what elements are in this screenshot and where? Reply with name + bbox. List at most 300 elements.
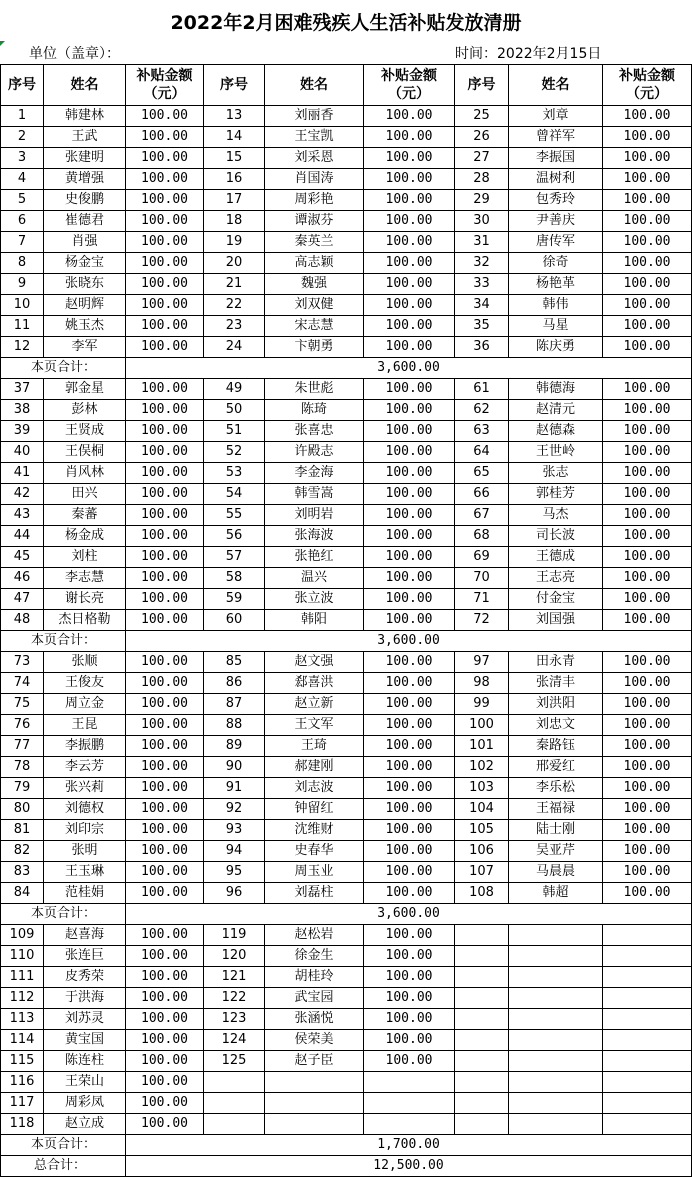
seq-cell: 11 <box>1 316 44 337</box>
amount-cell: 100.00 <box>603 484 692 505</box>
amount-cell <box>603 967 692 988</box>
amount-cell: 100.00 <box>603 232 692 253</box>
seq-cell: 65 <box>455 463 509 484</box>
seq-cell: 13 <box>204 106 265 127</box>
seq-cell: 64 <box>455 442 509 463</box>
amount-cell: 100.00 <box>126 169 204 190</box>
table-row <box>1 295 692 316</box>
amount-cell: 100.00 <box>126 253 204 274</box>
seq-cell: 124 <box>204 1030 265 1051</box>
seq-cell: 63 <box>455 421 509 442</box>
name-cell: 王宝凯 <box>265 127 364 148</box>
name-cell: 杰日格勒 <box>44 610 126 631</box>
seq-cell: 61 <box>455 379 509 400</box>
name-cell <box>265 1114 364 1135</box>
amount-cell: 100.00 <box>364 400 455 421</box>
seq-cell: 9 <box>1 274 44 295</box>
name-cell: 杨金成 <box>44 526 126 547</box>
seq-cell: 1 <box>1 106 44 127</box>
seq-cell: 28 <box>455 169 509 190</box>
amount-cell: 100.00 <box>364 1051 455 1072</box>
table-row <box>1 1072 692 1093</box>
amount-cell: 100.00 <box>603 274 692 295</box>
amount-cell: 100.00 <box>126 736 204 757</box>
seq-cell: 51 <box>204 421 265 442</box>
name-cell: 刘苏灵 <box>44 1009 126 1030</box>
name-cell: 刘志波 <box>265 778 364 799</box>
name-cell: 于洪海 <box>44 988 126 1009</box>
header-name: 姓名 <box>509 65 603 106</box>
header-amount <box>364 65 455 106</box>
seq-cell: 47 <box>1 589 44 610</box>
amount-cell: 100.00 <box>126 148 204 169</box>
amount-cell: 100.00 <box>364 379 455 400</box>
name-cell: 刘国强 <box>509 610 603 631</box>
seq-cell: 48 <box>1 610 44 631</box>
amount-cell: 100.00 <box>126 274 204 295</box>
subtotal-row <box>1 1135 692 1156</box>
amount-cell: 100.00 <box>364 274 455 295</box>
name-cell: 周玉业 <box>265 862 364 883</box>
seq-cell: 100 <box>455 715 509 736</box>
name-cell <box>509 1072 603 1093</box>
name-cell: 温兴 <box>265 568 364 589</box>
amount-cell: 100.00 <box>603 673 692 694</box>
amount-cell: 100.00 <box>603 568 692 589</box>
amount-cell: 100.00 <box>603 127 692 148</box>
seq-cell: 91 <box>204 778 265 799</box>
name-cell: 郄喜洪 <box>265 673 364 694</box>
seq-cell: 115 <box>1 1051 44 1072</box>
name-cell: 陈连柱 <box>44 1051 126 1072</box>
seq-cell: 54 <box>204 484 265 505</box>
seq-cell: 80 <box>1 799 44 820</box>
name-cell <box>509 1051 603 1072</box>
seq-cell: 66 <box>455 484 509 505</box>
seq-cell: 73 <box>1 652 44 673</box>
table-row <box>1 694 692 715</box>
header-amount-line2: （元） <box>626 86 668 102</box>
seq-cell: 8 <box>1 253 44 274</box>
seq-cell: 39 <box>1 421 44 442</box>
seq-cell: 3 <box>1 148 44 169</box>
seq-cell: 87 <box>204 694 265 715</box>
amount-cell: 100.00 <box>603 316 692 337</box>
name-cell: 李振鹏 <box>44 736 126 757</box>
seq-cell <box>455 988 509 1009</box>
seq-cell: 74 <box>1 673 44 694</box>
seq-cell: 62 <box>455 400 509 421</box>
name-cell: 马杰 <box>509 505 603 526</box>
seq-cell <box>455 925 509 946</box>
amount-cell: 100.00 <box>126 421 204 442</box>
name-cell: 郝建刚 <box>265 757 364 778</box>
seq-cell: 7 <box>1 232 44 253</box>
seq-cell: 70 <box>455 568 509 589</box>
seq-cell: 15 <box>204 148 265 169</box>
amount-cell <box>603 1114 692 1135</box>
seq-cell: 94 <box>204 841 265 862</box>
seq-cell: 4 <box>1 169 44 190</box>
seq-cell: 23 <box>204 316 265 337</box>
seq-cell: 112 <box>1 988 44 1009</box>
amount-cell: 100.00 <box>364 1030 455 1051</box>
name-cell: 刘明岩 <box>265 505 364 526</box>
amount-cell: 100.00 <box>364 736 455 757</box>
name-cell: 彭林 <box>44 400 126 421</box>
amount-cell: 100.00 <box>603 610 692 631</box>
name-cell: 魏强 <box>265 274 364 295</box>
seq-cell: 107 <box>455 862 509 883</box>
name-cell <box>265 1093 364 1114</box>
seq-cell: 93 <box>204 820 265 841</box>
amount-cell: 100.00 <box>126 589 204 610</box>
table-row <box>1 652 692 673</box>
table-row <box>1 1030 692 1051</box>
name-cell: 张清丰 <box>509 673 603 694</box>
seq-cell: 76 <box>1 715 44 736</box>
table-row <box>1 211 692 232</box>
name-cell: 王志亮 <box>509 568 603 589</box>
amount-cell: 100.00 <box>126 190 204 211</box>
table-row <box>1 925 692 946</box>
seq-cell: 89 <box>204 736 265 757</box>
table-row <box>1 715 692 736</box>
amount-cell: 100.00 <box>603 799 692 820</box>
name-cell: 赵德森 <box>509 421 603 442</box>
amount-cell: 100.00 <box>603 169 692 190</box>
seq-cell: 120 <box>204 946 265 967</box>
subtotal-row <box>1 904 692 925</box>
amount-cell: 100.00 <box>364 1009 455 1030</box>
name-cell: 郭桂芳 <box>509 484 603 505</box>
name-cell <box>509 1009 603 1030</box>
amount-cell: 100.00 <box>364 778 455 799</box>
name-cell: 唐传军 <box>509 232 603 253</box>
name-cell: 张艳红 <box>265 547 364 568</box>
header-seq: 序号 <box>455 65 509 106</box>
name-cell: 高志颖 <box>265 253 364 274</box>
table-row <box>1 526 692 547</box>
amount-cell: 100.00 <box>126 673 204 694</box>
name-cell: 刘印宗 <box>44 820 126 841</box>
name-cell: 赵明辉 <box>44 295 126 316</box>
header-amount <box>603 65 692 106</box>
name-cell: 许殿志 <box>265 442 364 463</box>
header-amount <box>126 65 204 106</box>
name-cell <box>509 967 603 988</box>
name-cell: 王琦 <box>265 736 364 757</box>
table-row <box>1 484 692 505</box>
name-cell: 张明 <box>44 841 126 862</box>
amount-cell: 100.00 <box>126 505 204 526</box>
seq-cell: 106 <box>455 841 509 862</box>
amount-cell: 100.00 <box>126 127 204 148</box>
amount-cell: 100.00 <box>364 862 455 883</box>
seq-cell: 37 <box>1 379 44 400</box>
header-name: 姓名 <box>44 65 126 106</box>
table-row <box>1 673 692 694</box>
name-cell: 张喜忠 <box>265 421 364 442</box>
name-cell: 刘德权 <box>44 799 126 820</box>
seq-cell: 40 <box>1 442 44 463</box>
amount-cell: 100.00 <box>126 295 204 316</box>
name-cell: 秦英兰 <box>265 232 364 253</box>
name-cell: 赵立新 <box>265 694 364 715</box>
amount-cell: 100.00 <box>364 505 455 526</box>
subsidy-table <box>0 64 692 1177</box>
amount-cell: 100.00 <box>126 316 204 337</box>
amount-cell: 100.00 <box>364 610 455 631</box>
seq-cell: 86 <box>204 673 265 694</box>
name-cell: 王世岭 <box>509 442 603 463</box>
seq-cell: 14 <box>204 127 265 148</box>
seq-cell: 44 <box>1 526 44 547</box>
subtotal-value: 3,600.00 <box>126 631 692 652</box>
table-row <box>1 379 692 400</box>
seq-cell: 113 <box>1 1009 44 1030</box>
name-cell: 王贤成 <box>44 421 126 442</box>
subtotal-value: 1,700.00 <box>126 1135 692 1156</box>
name-cell: 王昆 <box>44 715 126 736</box>
table-row <box>1 1051 692 1072</box>
amount-cell: 100.00 <box>126 1093 204 1114</box>
amount-cell: 100.00 <box>603 463 692 484</box>
amount-cell: 100.00 <box>603 715 692 736</box>
amount-cell: 100.00 <box>364 316 455 337</box>
seq-cell: 34 <box>455 295 509 316</box>
amount-cell: 100.00 <box>603 778 692 799</box>
table-row <box>1 778 692 799</box>
amount-cell: 100.00 <box>126 694 204 715</box>
seq-cell: 84 <box>1 883 44 904</box>
table-row <box>1 988 692 1009</box>
seq-cell: 12 <box>1 337 44 358</box>
amount-cell <box>603 1093 692 1114</box>
amount-cell <box>603 1030 692 1051</box>
name-cell: 付金宝 <box>509 589 603 610</box>
header-seq: 序号 <box>1 65 44 106</box>
seq-cell: 95 <box>204 862 265 883</box>
seq-cell: 10 <box>1 295 44 316</box>
name-cell: 陈琦 <box>265 400 364 421</box>
name-cell: 温树利 <box>509 169 603 190</box>
seq-cell: 104 <box>455 799 509 820</box>
table-row <box>1 757 692 778</box>
name-cell: 肖强 <box>44 232 126 253</box>
name-cell: 王俊友 <box>44 673 126 694</box>
seq-cell: 105 <box>455 820 509 841</box>
amount-cell: 100.00 <box>364 820 455 841</box>
table-row <box>1 589 692 610</box>
amount-cell: 100.00 <box>603 337 692 358</box>
header-amount-line2: （元） <box>143 86 186 102</box>
amount-cell: 100.00 <box>364 148 455 169</box>
amount-cell: 100.00 <box>364 463 455 484</box>
name-cell: 刘采恩 <box>265 148 364 169</box>
amount-cell <box>364 1114 455 1135</box>
amount-cell: 100.00 <box>364 211 455 232</box>
name-cell: 张立波 <box>265 589 364 610</box>
seq-cell: 60 <box>204 610 265 631</box>
seq-cell: 111 <box>1 967 44 988</box>
table-row <box>1 883 692 904</box>
name-cell: 周立金 <box>44 694 126 715</box>
amount-cell <box>603 1009 692 1030</box>
seq-cell: 82 <box>1 841 44 862</box>
seq-cell: 41 <box>1 463 44 484</box>
amount-cell: 100.00 <box>364 232 455 253</box>
name-cell <box>509 1093 603 1114</box>
name-cell: 韩超 <box>509 883 603 904</box>
grand-total-value: 12,500.00 <box>126 1156 692 1177</box>
amount-cell: 100.00 <box>364 799 455 820</box>
seq-cell: 43 <box>1 505 44 526</box>
header-amount-line1: 补贴金额 <box>619 68 675 84</box>
table-row <box>1 274 692 295</box>
amount-cell <box>364 1093 455 1114</box>
amount-cell: 100.00 <box>603 841 692 862</box>
amount-cell: 100.00 <box>603 652 692 673</box>
name-cell <box>509 988 603 1009</box>
amount-cell: 100.00 <box>364 652 455 673</box>
seq-cell: 109 <box>1 925 44 946</box>
seq-cell: 32 <box>455 253 509 274</box>
seq-cell: 108 <box>455 883 509 904</box>
amount-cell: 100.00 <box>126 1114 204 1135</box>
name-cell: 张连巨 <box>44 946 126 967</box>
amount-cell: 100.00 <box>364 442 455 463</box>
seq-cell: 116 <box>1 1072 44 1093</box>
amount-cell: 100.00 <box>126 715 204 736</box>
amount-cell: 100.00 <box>126 652 204 673</box>
name-cell: 张顺 <box>44 652 126 673</box>
amount-cell: 100.00 <box>126 799 204 820</box>
seq-cell: 45 <box>1 547 44 568</box>
name-cell: 肖风林 <box>44 463 126 484</box>
name-cell: 张志 <box>509 463 603 484</box>
subtotal-row <box>1 631 692 652</box>
name-cell: 王文军 <box>265 715 364 736</box>
name-cell: 谢长亮 <box>44 589 126 610</box>
amount-cell <box>603 946 692 967</box>
amount-cell: 100.00 <box>126 925 204 946</box>
seq-cell: 42 <box>1 484 44 505</box>
seq-cell: 19 <box>204 232 265 253</box>
name-cell: 黄增强 <box>44 169 126 190</box>
name-cell: 刘忠文 <box>509 715 603 736</box>
header-seq: 序号 <box>204 65 265 106</box>
amount-cell: 100.00 <box>603 190 692 211</box>
table-row <box>1 106 692 127</box>
amount-cell: 100.00 <box>364 883 455 904</box>
amount-cell: 100.00 <box>126 211 204 232</box>
amount-cell: 100.00 <box>603 526 692 547</box>
amount-cell: 100.00 <box>364 106 455 127</box>
seq-cell: 38 <box>1 400 44 421</box>
amount-cell: 100.00 <box>603 442 692 463</box>
amount-cell: 100.00 <box>364 295 455 316</box>
amount-cell: 100.00 <box>364 190 455 211</box>
seq-cell: 50 <box>204 400 265 421</box>
seq-cell: 98 <box>455 673 509 694</box>
seq-cell: 67 <box>455 505 509 526</box>
name-cell: 李振国 <box>509 148 603 169</box>
amount-cell: 100.00 <box>126 883 204 904</box>
table-row <box>1 1009 692 1030</box>
name-cell: 史春华 <box>265 841 364 862</box>
name-cell: 张晓东 <box>44 274 126 295</box>
seq-cell: 99 <box>455 694 509 715</box>
name-cell: 周彩凤 <box>44 1093 126 1114</box>
name-cell: 吴亚芹 <box>509 841 603 862</box>
table-row <box>1 232 692 253</box>
table-row <box>1 1093 692 1114</box>
amount-cell: 100.00 <box>603 421 692 442</box>
amount-cell: 100.00 <box>126 967 204 988</box>
amount-cell: 100.00 <box>364 757 455 778</box>
seq-cell: 22 <box>204 295 265 316</box>
name-cell: 曾祥军 <box>509 127 603 148</box>
name-cell: 韩德海 <box>509 379 603 400</box>
name-cell: 韩阳 <box>265 610 364 631</box>
table-row <box>1 1114 692 1135</box>
amount-cell: 100.00 <box>364 967 455 988</box>
name-cell: 周彩艳 <box>265 190 364 211</box>
seq-cell: 16 <box>204 169 265 190</box>
seq-cell: 24 <box>204 337 265 358</box>
name-cell: 徐奇 <box>509 253 603 274</box>
amount-cell: 100.00 <box>364 526 455 547</box>
seq-cell: 92 <box>204 799 265 820</box>
amount-cell: 100.00 <box>126 862 204 883</box>
seq-cell <box>455 1009 509 1030</box>
seq-cell <box>204 1072 265 1093</box>
subtotal-value: 3,600.00 <box>126 358 692 379</box>
name-cell: 刘磊柱 <box>265 883 364 904</box>
seq-cell: 30 <box>455 211 509 232</box>
name-cell: 杨金宝 <box>44 253 126 274</box>
seq-cell: 72 <box>455 610 509 631</box>
amount-cell: 100.00 <box>364 673 455 694</box>
seq-cell: 125 <box>204 1051 265 1072</box>
name-cell: 肖国涛 <box>265 169 364 190</box>
table-row <box>1 190 692 211</box>
seq-cell: 25 <box>455 106 509 127</box>
name-cell: 李金海 <box>265 463 364 484</box>
amount-cell: 100.00 <box>603 148 692 169</box>
amount-cell: 100.00 <box>126 463 204 484</box>
seq-cell: 101 <box>455 736 509 757</box>
seq-cell: 97 <box>455 652 509 673</box>
name-cell: 崔德君 <box>44 211 126 232</box>
table-row <box>1 862 692 883</box>
amount-cell: 100.00 <box>364 337 455 358</box>
amount-cell: 100.00 <box>126 547 204 568</box>
header-row <box>1 65 692 106</box>
amount-cell: 100.00 <box>603 589 692 610</box>
name-cell <box>509 946 603 967</box>
seq-cell: 85 <box>204 652 265 673</box>
unit-label: 单位（盖章）： <box>29 46 120 62</box>
subtotal-label: 本页合计： <box>1 904 126 925</box>
seq-cell: 78 <box>1 757 44 778</box>
seq-cell: 59 <box>204 589 265 610</box>
seq-cell: 83 <box>1 862 44 883</box>
seq-cell: 118 <box>1 1114 44 1135</box>
name-cell: 武宝园 <box>265 988 364 1009</box>
seq-cell: 122 <box>204 988 265 1009</box>
